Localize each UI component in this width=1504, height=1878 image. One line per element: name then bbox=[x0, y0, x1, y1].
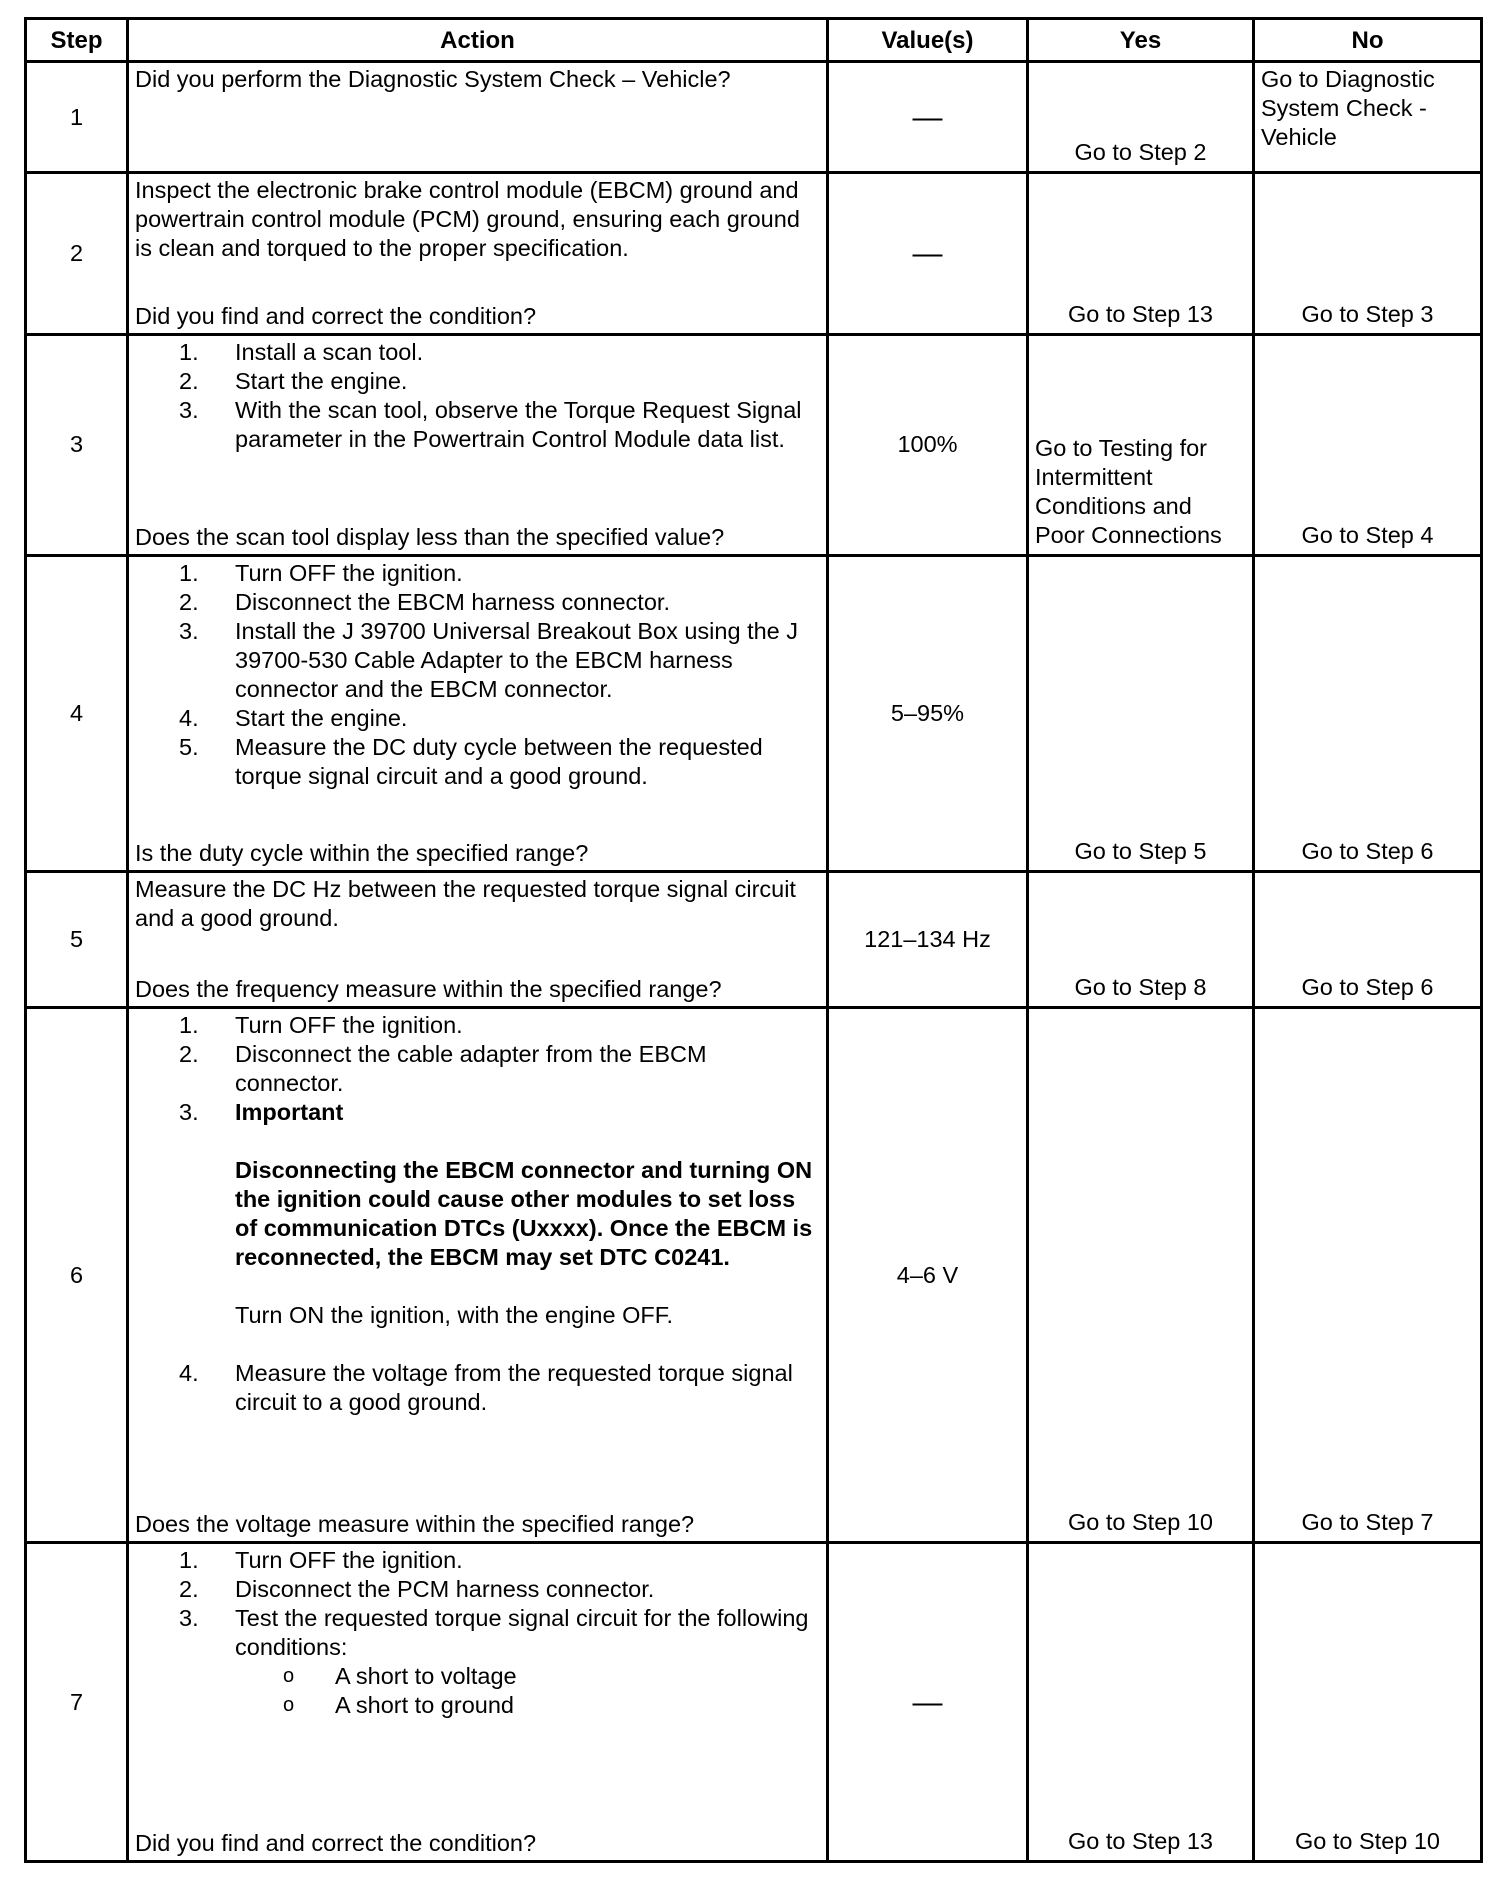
list-item: 4. Start the engine. bbox=[179, 704, 408, 731]
value-cell: — bbox=[828, 173, 1028, 335]
no-link[interactable]: Go to Diagnostic System Check - Vehicle bbox=[1261, 66, 1435, 150]
value-cell: 100% bbox=[828, 334, 1028, 555]
value-cell: — bbox=[828, 1543, 1028, 1862]
yes-link[interactable]: Go to Step 2 bbox=[1074, 139, 1207, 166]
no-link[interactable]: Go to Step 6 bbox=[1301, 838, 1434, 865]
no-cell bbox=[1254, 555, 1482, 872]
no-cell bbox=[1254, 173, 1482, 335]
important-label: Important bbox=[235, 1099, 344, 1126]
list-item: 2. Disconnect the EBCM harness connector. bbox=[179, 588, 670, 615]
action-text: Measure the DC Hz between the requested torque signal circuit and a good ground. bbox=[135, 876, 796, 932]
action-cell bbox=[128, 1008, 828, 1543]
action-question: Is the duty cycle within the specified range? bbox=[135, 840, 589, 867]
step-number: 3 bbox=[26, 334, 128, 555]
sub-conditions bbox=[135, 1662, 820, 1720]
step-number: 6 bbox=[26, 1008, 128, 1543]
no-link[interactable]: Go to Step 10 bbox=[1294, 1828, 1441, 1854]
action-question: Did you find and correct the condition? bbox=[135, 1830, 537, 1856]
action-steps bbox=[135, 1546, 820, 1662]
action-text: Inspect the electronic brake control module (EBCM) ground and powertrain control module (PCM) ground, ensuring each ground is clean and torqued to the proper specification. bbox=[135, 177, 800, 262]
list-item: 3. Install the J 39700 Universal Breakout Box using the J 39700-530 Cable Adapter to the EBCM harness connector and the EBCM connector. bbox=[179, 617, 799, 702]
action-question: Did you find and correct the condition? bbox=[135, 302, 537, 329]
list-item: 1. Turn OFF the ignition. bbox=[179, 1547, 463, 1574]
list-item: 2. Disconnect the cable adapter from the EBCM connector. bbox=[179, 1041, 707, 1097]
list-item: 4. Measure the voltage from the requested torque signal circuit to a good ground. bbox=[179, 1360, 793, 1416]
list-item: 1. Turn OFF the ignition. bbox=[179, 1012, 463, 1039]
yes-cell bbox=[1028, 334, 1254, 555]
table-row bbox=[26, 872, 1482, 1008]
list-item: 1. Install a scan tool. bbox=[179, 338, 424, 365]
list-item: 3. Test the requested torque signal circuit for the following conditions: bbox=[179, 1605, 809, 1661]
step-number: 7 bbox=[26, 1543, 128, 1862]
list-item: 1. Turn OFF the ignition. bbox=[179, 559, 463, 586]
action-cell bbox=[128, 872, 828, 1008]
table-row bbox=[26, 62, 1482, 173]
list-item: 3. With the scan tool, observe the Torque Request Signal parameter in the Powertrain Control Module data list. bbox=[179, 396, 802, 452]
yes-cell bbox=[1028, 1008, 1254, 1543]
list-item: o A short to ground bbox=[283, 1692, 514, 1719]
yes-link[interactable]: Go to Testing for Intermittent Conditions and Poor Connections bbox=[1035, 434, 1222, 548]
table-row bbox=[26, 555, 1482, 872]
action-steps bbox=[135, 1011, 820, 1417]
step-number: 4 bbox=[26, 555, 128, 872]
action-steps bbox=[135, 559, 820, 791]
action-cell bbox=[128, 173, 828, 335]
yes-link[interactable]: Go to Step 8 bbox=[1074, 974, 1207, 1001]
value-cell: 5–95% bbox=[828, 555, 1028, 872]
no-cell bbox=[1254, 872, 1482, 1008]
yes-link[interactable]: Go to Step 13 bbox=[1067, 1828, 1214, 1854]
no-link[interactable]: Go to Step 6 bbox=[1301, 974, 1434, 1001]
action-cell bbox=[128, 334, 828, 555]
no-cell bbox=[1254, 334, 1482, 555]
diagnostic-table bbox=[24, 17, 1483, 1863]
yes-cell bbox=[1028, 62, 1254, 173]
step-number: 2 bbox=[26, 173, 128, 335]
important-note: Disconnecting the EBCM connector and turning ON the ignition could cause other modules to set loss of communication DTCs (Uxxxx). Once the EBCM is reconnected, the EBCM may set DTC C0241. bbox=[235, 1157, 813, 1271]
yes-link[interactable]: Go to Step 5 bbox=[1074, 838, 1207, 865]
action-cell bbox=[128, 62, 828, 173]
no-cell bbox=[1254, 1008, 1482, 1543]
yes-cell bbox=[1028, 173, 1254, 335]
list-item: 5. Measure the DC duty cycle between the requested torque signal circuit and a good ground. bbox=[179, 733, 763, 789]
value-cell: 4–6 V bbox=[828, 1008, 1028, 1543]
list-item: 2. Start the engine. bbox=[179, 367, 408, 394]
value-cell: — bbox=[828, 62, 1028, 173]
no-link[interactable]: Go to Step 4 bbox=[1301, 521, 1434, 548]
yes-cell bbox=[1028, 872, 1254, 1008]
header-values: Value(s) bbox=[828, 19, 1028, 62]
header-no: No bbox=[1254, 19, 1482, 62]
no-link[interactable]: Go to Step 7 bbox=[1301, 1509, 1434, 1536]
table-row bbox=[26, 1543, 1482, 1862]
yes-link[interactable]: Go to Step 10 bbox=[1067, 1509, 1214, 1536]
list-item: 2. Disconnect the PCM harness connector. bbox=[179, 1576, 655, 1603]
header-step: Step bbox=[26, 19, 128, 62]
header-row bbox=[26, 19, 1482, 62]
list-item: 3. Important Disconnecting the EBCM connector and turning ON the ignition could cause other modules to set loss of communication DTCs (Uxxxx). Once the EBCM is reconnected, the EBCM may set DTC C0241. Turn ON the ignition, with the engine OFF. bbox=[135, 1098, 820, 1359]
action-cell bbox=[128, 555, 828, 872]
yes-link[interactable]: Go to Step 13 bbox=[1067, 300, 1214, 327]
step-number: 1 bbox=[26, 62, 128, 173]
action-steps bbox=[135, 338, 820, 454]
important-follow: Turn ON the ignition, with the engine OFF. bbox=[235, 1302, 674, 1329]
table-row bbox=[26, 334, 1482, 555]
no-link[interactable]: Go to Step 3 bbox=[1301, 300, 1434, 327]
step-number: 5 bbox=[26, 872, 128, 1008]
yes-cell bbox=[1028, 1543, 1254, 1862]
yes-cell bbox=[1028, 555, 1254, 872]
action-question: Does the frequency measure within the specified range? bbox=[135, 976, 722, 1003]
no-cell bbox=[1254, 1543, 1482, 1862]
table-row bbox=[26, 1008, 1482, 1543]
action-text: Did you perform the Diagnostic System Check – Vehicle? bbox=[135, 66, 731, 92]
no-cell bbox=[1254, 62, 1482, 173]
action-question: Does the scan tool display less than the specified value? bbox=[135, 523, 725, 550]
table-row bbox=[26, 173, 1482, 335]
header-action: Action bbox=[128, 19, 828, 62]
action-question: Does the voltage measure within the specified range? bbox=[135, 1511, 695, 1538]
value-cell: 121–134 Hz bbox=[828, 872, 1028, 1008]
list-item: o A short to voltage bbox=[283, 1663, 517, 1690]
header-yes: Yes bbox=[1028, 19, 1254, 62]
action-cell bbox=[128, 1543, 828, 1862]
